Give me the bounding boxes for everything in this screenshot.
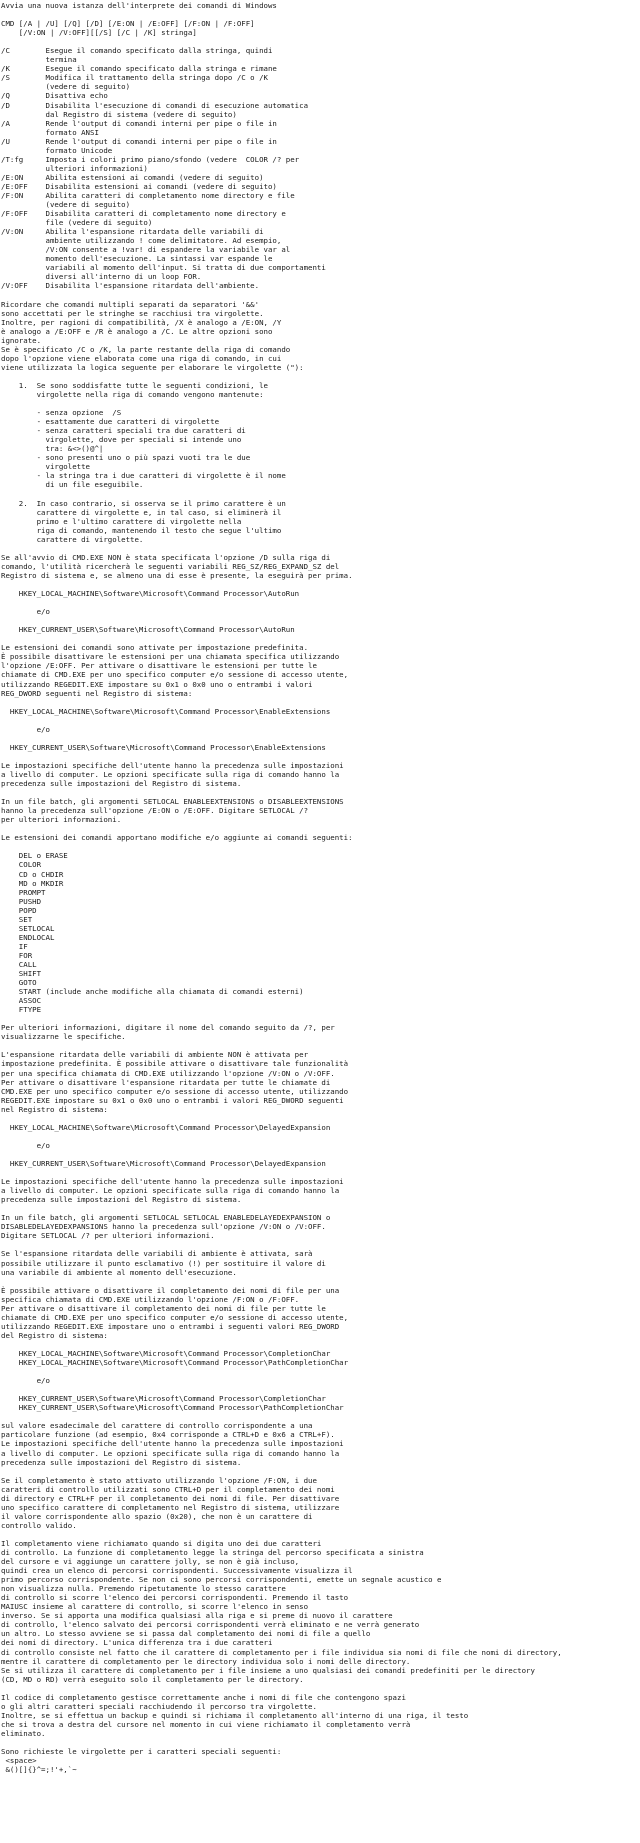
text-line: Avvia una nuova istanza dell'interprete dei comandi di Windows xyxy=(1,1,277,10)
text-line xyxy=(1,1340,640,1349)
text-line: (vedere di seguito) xyxy=(1,200,131,210)
text-line: mentre il carattere di completamento per le directory individua solo i nomi delle directory. xyxy=(1,1656,411,1666)
text-line xyxy=(1,1385,640,1394)
text-line: CMD.EXE per uno specifico computer e/o sessione di accesso utente, utilizzando xyxy=(1,1086,349,1096)
text-line: HKEY_CURRENT_USER\Software\Microsoft\Command Processor\PathCompletionChar xyxy=(1,1403,344,1413)
text-line: Le estensioni dei comandi apportano modifiche e/o aggiunte ai comandi seguenti: xyxy=(1,833,353,843)
text-line: - esattamente due caratteri di virgolette xyxy=(1,417,220,427)
text-line: - senza caratteri speciali tra due caratteri di xyxy=(1,426,246,436)
text-line: /E:OFF Disabilita estensioni ai comandi (vedere di seguito) xyxy=(1,181,277,191)
text-line: 2. In caso contrario, si osserva se il primo carattere è un xyxy=(1,498,286,508)
text-line: è analogo a /E:OFF e /R è analogo a /C. Le altre opzioni sono xyxy=(1,326,273,336)
text-line: visualizzarne le specifiche. xyxy=(1,1032,126,1042)
text-line xyxy=(1,734,640,743)
text-line xyxy=(1,698,640,707)
text-line: dopo l'opzione viene elaborata come una riga di comando, in cui xyxy=(1,353,282,363)
text-line: di un file eseguibile. xyxy=(1,480,144,490)
text-line: /S Modifica il trattamento della stringa dopo /C o /K xyxy=(1,73,268,83)
text-line xyxy=(1,1277,640,1286)
text-line: Per attivare o disattivare l'espansione ritardata per tutte le chiamate di xyxy=(1,1077,331,1087)
text-line: eliminato. xyxy=(1,1728,46,1738)
text-line xyxy=(1,1240,640,1249)
text-line: sul valore esadecimale del carattere di controllo corrispondente a una xyxy=(1,1421,313,1431)
text-line: utilizzando REGEDIT.EXE impostare su 0x1 o 0x0 uno o entrambi i valori xyxy=(1,679,313,689)
text-line: /Q Disattiva echo xyxy=(1,91,108,101)
text-line: HKEY_LOCAL_MACHINE\Software\Microsoft\Command Processor\DelayedExpansion xyxy=(1,1122,331,1132)
text-line: precedenza sulle impostazioni del Registro di sistema. xyxy=(1,1195,242,1205)
text-line: GOTO xyxy=(1,978,37,988)
text-line: un altro. Lo stesso avviene se si passa dal completamento dei nomi di file a quello xyxy=(1,1629,371,1639)
text-line: o gli altri caratteri speciali racchiudendo il percorso tra virgolette. xyxy=(1,1701,317,1711)
text-line: 1. Se sono soddisfatte tutte le seguenti condizioni, le xyxy=(1,380,268,390)
text-line: e/o xyxy=(1,1376,50,1386)
text-line xyxy=(1,1014,640,1023)
text-line: Se è specificato /C o /K, la parte restante della riga di comando xyxy=(1,344,291,354)
text-line: file (vedere di seguito) xyxy=(1,218,153,228)
text-line xyxy=(1,634,640,643)
text-line: specifica chiamata di CMD.EXE utilizzando l'opzione /F:ON o /F:OFF. xyxy=(1,1294,300,1304)
text-line: /V:ON Abilita l'espansione ritardata delle variabili di xyxy=(1,227,264,237)
text-line: /A Rende l'output di comandi interni per pipe o file in xyxy=(1,118,277,128)
text-line: [/V:ON | /V:OFF][[/S] [/C | /K] stringa] xyxy=(1,28,197,38)
text-line: Se all'avvio di CMD.EXE NON è stata specificata l'opzione /D sulla riga di xyxy=(1,552,331,562)
text-line xyxy=(1,1204,640,1213)
text-line: a livello di computer. Le opzioni specificate sulla riga di comando hanno la xyxy=(1,1186,340,1196)
text-line xyxy=(1,580,640,589)
text-line: e/o xyxy=(1,1140,50,1150)
text-line: carattere di virgolette e, in tal caso, si eliminerà il xyxy=(1,507,282,517)
text-line xyxy=(1,1738,640,1747)
text-line: particolare funzione (ad esempio, 0x4 corrisponde a CTRL+D e 0x6 a CTRL+F). xyxy=(1,1430,335,1440)
text-line: CD o CHDIR xyxy=(1,869,64,879)
text-line xyxy=(1,752,640,761)
text-line: una variabile di ambiente al momento dell'esecuzione. xyxy=(1,1267,237,1277)
text-line: PROMPT xyxy=(1,887,46,897)
text-line: HKEY_CURRENT_USER\Software\Microsoft\Command Processor\DelayedExpansion xyxy=(1,1159,326,1168)
text-line: ASSOC xyxy=(1,996,42,1006)
text-line: tra: &<>()@^| xyxy=(1,444,104,454)
text-line: per una specifica chiamata di CMD.EXE utilizzando l'opzione /V:ON o /V:OFF. xyxy=(1,1068,335,1078)
text-line: (vedere di seguito) xyxy=(1,82,131,92)
text-line xyxy=(1,37,640,46)
text-line: dal Registro di sistema (vedere di seguito) xyxy=(1,109,237,119)
text-line: /K Esegue il comando specificato dalla stringa e rimane xyxy=(1,64,277,74)
text-line xyxy=(1,788,640,797)
text-line xyxy=(1,1467,640,1476)
text-line: primo percorso corrispondente. Se non ci sono percorsi corrispondenti, emette un segnale acustico e xyxy=(1,1575,442,1585)
text-line xyxy=(1,399,640,408)
text-line: utilizzando REGEDIT.EXE impostare uno o entrambi i seguenti valori REG_DWORD xyxy=(1,1321,340,1331)
text-line xyxy=(1,598,640,607)
text-line: COLOR xyxy=(1,860,42,870)
text-line xyxy=(1,291,640,300)
text-line: viene utilizzata la logica seguente per elaborare le virgolette ("): xyxy=(1,362,304,372)
text-line: momento dell'esecuzione. La sintassi var espande le xyxy=(1,254,273,264)
text-line: Registro di sistema e, se almeno una di esse è presente, la eseguirà per prima. xyxy=(1,570,353,580)
text-line xyxy=(1,490,640,499)
text-line: REG_DWORD seguenti nel Registro di sistema: xyxy=(1,688,193,698)
text-line: a livello di computer. Le opzioni specificate sulla riga di comando hanno la xyxy=(1,1448,340,1458)
text-line: di controllo. La funzione di completamento legge la stringa del percorso specificata a sinistra xyxy=(1,1548,424,1558)
text-line xyxy=(1,1041,640,1050)
text-line: a livello di computer. Le opzioni specificate sulla riga di comando hanno la xyxy=(1,769,340,779)
text-line: l'opzione /E:OFF. Per attivare o disattivare le estensioni per tutte le xyxy=(1,661,317,671)
text-line: chiamate di CMD.EXE per uno specifico computer e/o sessione di accesso utente, xyxy=(1,1312,349,1322)
text-line: chiamate di CMD.EXE per uno specifico computer e/o sessione di accesso utente, xyxy=(1,670,349,680)
text-line: MAIUSC insieme al carattere di controllo, si scorre l'elenco in senso xyxy=(1,1602,309,1612)
text-line: PUSHD xyxy=(1,896,42,906)
text-line: hanno la precedenza sull'opzione /E:ON o /E:OFF. Digitare SETLOCAL /? xyxy=(1,806,309,816)
text-line: uno specifico carattere di completamento nel Registro di sistema, utilizzare xyxy=(1,1502,340,1512)
text-line: HKEY_LOCAL_MACHINE\Software\Microsoft\Command Processor\PathCompletionChar xyxy=(1,1358,349,1368)
text-line: /E:ON Abilita estensioni ai comandi (vedere di seguito) xyxy=(1,172,264,182)
text-line: carattere di virgolette. xyxy=(1,534,144,544)
text-line: HKEY_CURRENT_USER\Software\Microsoft\Command Processor\EnableExtensions xyxy=(1,742,326,752)
text-line xyxy=(1,1114,640,1123)
text-line xyxy=(1,616,640,625)
text-line: HKEY_LOCAL_MACHINE\Software\Microsoft\Command Processor\AutoRun xyxy=(1,589,300,599)
text-line: /U Rende l'output di comandi interni per pipe o file in xyxy=(1,136,277,146)
text-line: del cursore e vi aggiunge un carattere jolly, se non è già incluso, xyxy=(1,1557,300,1567)
text-line: Ricordare che comandi multipli separati da separatori '&&' xyxy=(1,299,260,309)
text-line: Il codice di completamento gestisce correttamente anche i nomi di file che contengono spazi xyxy=(1,1692,406,1702)
text-line: HKEY_LOCAL_MACHINE\Software\Microsoft\Command Processor\CompletionChar xyxy=(1,1348,331,1358)
text-line: /V:ON consente a !var! di espandere la variabile var al xyxy=(1,245,291,255)
text-line: Digitare SETLOCAL /? per ulteriori informazioni. xyxy=(1,1231,215,1241)
text-line xyxy=(1,1168,640,1177)
text-line: controllo valido. xyxy=(1,1520,77,1530)
text-line: Inoltre, per ragioni di compatibilità, /X è analogo a /E:ON, /Y xyxy=(1,317,282,327)
text-line: formato Unicode xyxy=(1,145,113,155)
text-line: /V:OFF Disabilita l'espansione ritardata dell'ambiente. xyxy=(1,281,260,291)
text-line: Il completamento viene richiamato quando si digita uno dei due caratteri xyxy=(1,1538,322,1548)
text-line: (CD, MD o RD) verrà eseguito solo il completamento per le directory. xyxy=(1,1674,304,1684)
text-line: Inoltre, se si effettua un backup e quindi si richiama il completamento all'interno di una riga, il testo xyxy=(1,1710,469,1720)
text-line: Le estensioni dei comandi sono attivate per impostazione predefinita. xyxy=(1,643,309,653)
text-line: del Registro di sistema: xyxy=(1,1330,108,1340)
text-line: che si trova a destra del cursore nel momento in cui viene richiamato il completamento verrà xyxy=(1,1719,411,1729)
text-line: /F:ON Abilita caratteri di completamento nome directory e file xyxy=(1,190,295,200)
text-line: /F:OFF Disabilita caratteri di completamento nome directory e xyxy=(1,209,286,219)
text-line: &()[]{}^=;!'+,`~ xyxy=(1,1765,77,1775)
text-line: FTYPE xyxy=(1,1005,42,1015)
text-line: SETLOCAL xyxy=(1,923,55,933)
text-line xyxy=(1,1530,640,1539)
text-line: caratteri di controllo utilizzati sono CTRL+D per il completamento dei nomi xyxy=(1,1484,335,1494)
text-line: di controllo si scorre l'elenco dei percorsi corrispondenti. Premendo il tasto xyxy=(1,1593,349,1603)
text-line: Se l'espansione ritardata delle variabili di ambiente è attivata, sarà xyxy=(1,1249,313,1259)
text-line: - senza opzione /S xyxy=(1,408,122,418)
text-line: ignorate. xyxy=(1,335,42,345)
text-line: SET xyxy=(1,914,33,924)
text-line: sono accettati per le stringhe se racchiusi tra virgolette. xyxy=(1,308,264,318)
text-line: CALL xyxy=(1,959,37,969)
text-line: In un file batch, gli argomenti SETLOCAL SETLOCAL ENABLEDELAYEDEXPANSION o xyxy=(1,1213,331,1223)
text-line: nel Registro di sistema: xyxy=(1,1104,108,1114)
text-line: e/o xyxy=(1,607,50,617)
text-line xyxy=(1,824,640,833)
text-line: <space> xyxy=(1,1756,37,1766)
text-line: - sono presenti uno o più spazi vuoti tra le due xyxy=(1,453,251,463)
text-line: virgolette, dove per speciali si intende uno xyxy=(1,435,242,445)
text-line: DISABLEDELAYEDEXPANSIONS hanno la precedenza sull'opzione /V:ON o /V:OFF. xyxy=(1,1222,326,1232)
text-line: possibile utilizzare il punto esclamativo (!) per sostituire il valore di xyxy=(1,1258,326,1268)
text-line: REGEDIT.EXE impostare su 0x1 o 0x0 uno o entrambi i valori REG_DWORD seguenti xyxy=(1,1095,344,1105)
text-line: START (include anche modifiche alla chiamata di comandi esterni) xyxy=(1,987,304,997)
text-line: ulteriori informazioni) xyxy=(1,163,148,173)
text-line xyxy=(1,842,640,851)
text-line: In un file batch, gli argomenti SETLOCAL ENABLEEXTENSIONS o DISABLEEXTENSIONS xyxy=(1,797,344,807)
text-line: IF xyxy=(1,941,28,951)
text-line: ENDLOCAL xyxy=(1,932,55,942)
text-line: Se si utilizza il carattere di completamento per i file insieme a uno qualsiasi dei comandi predefiniti per le directory xyxy=(1,1665,535,1675)
text-line: HKEY_CURRENT_USER\Software\Microsoft\Command Processor\AutoRun xyxy=(1,625,295,635)
text-line: Le impostazioni specifiche dell'utente hanno la precedenza sulle impostazioni xyxy=(1,1439,344,1449)
text-line: /T:fg Imposta i colori primo piano/sfondo (vedere COLOR /? per xyxy=(1,154,300,164)
text-line: e/o xyxy=(1,724,50,734)
text-line: HKEY_CURRENT_USER\Software\Microsoft\Command Processor\CompletionChar xyxy=(1,1394,326,1404)
text-line xyxy=(1,10,640,19)
text-line: dei nomi di directory. L'unica differenza tra i due caratteri xyxy=(1,1638,273,1648)
text-line: di controllo consiste nel fatto che il carattere di completamento per i file individua sia nomi di file che nomi di directory, xyxy=(1,1647,562,1657)
text-line: termina xyxy=(1,55,77,65)
text-line: formato ANSI xyxy=(1,127,99,137)
text-line: inverso. Se si apporta una modifica qualsiasi alla riga e si preme di nuovo il carattere xyxy=(1,1611,393,1621)
text-line xyxy=(1,372,640,381)
text-line: precedenza sulle impostazioni del Registro di sistema. xyxy=(1,1457,242,1467)
text-line: Le impostazioni specifiche dell'utente hanno la precedenza sulle impostazioni xyxy=(1,1177,344,1187)
text-line xyxy=(1,1367,640,1376)
text-line: HKEY_LOCAL_MACHINE\Software\Microsoft\Command Processor\EnableExtensions xyxy=(1,706,331,716)
text-line xyxy=(1,1684,640,1693)
text-line: per ulteriori informazioni. xyxy=(1,815,122,825)
text-line: L'espansione ritardata delle variabili di ambiente NON è attivata per xyxy=(1,1050,309,1060)
text-line: di directory e CTRL+F per il completamento dei nomi di file. Per disattivare xyxy=(1,1493,340,1503)
text-line: Sono richieste le virgolette per i caratteri speciali seguenti: xyxy=(1,1747,282,1757)
text-line: SHIFT xyxy=(1,969,42,979)
text-line: È possibile attivare o disattivare il completamento dei nomi di file per una xyxy=(1,1285,340,1295)
text-line: non visualizza nulla. Premendo ripetutamente lo stesso carattere xyxy=(1,1584,286,1594)
text-line: POPD xyxy=(1,905,37,915)
text-line: - la stringa tra i due caratteri di virgolette è il nome xyxy=(1,471,286,481)
text-line: variabili al momento dell'input. Si tratta di due comportamenti xyxy=(1,263,326,273)
text-line: comando, l'utilità ricercherà le seguenti variabili REG_SZ/REG_EXPAND_SZ del xyxy=(1,561,340,571)
text-line: Per attivare o disattivare il completamento dei nomi di file per tutte le xyxy=(1,1303,326,1313)
text-line: ambiente utilizzando ! come delimitatore. Ad esempio, xyxy=(1,236,282,246)
text-line: Se il completamento è stato attivato utilizzando l'opzione /F:ON, i due xyxy=(1,1475,317,1485)
text-line: FOR xyxy=(1,950,33,960)
text-line: impostazione predefinita. È possibile attivare o disattivare tale funzionalità xyxy=(1,1059,349,1069)
text-line: È possibile disattivare le estensioni per una chiamata specifica utilizzando xyxy=(1,652,340,662)
text-line: Le impostazioni specifiche dell'utente hanno la precedenza sulle impostazioni xyxy=(1,760,344,770)
text-line: virgolette nella riga di comando vengono mantenute: xyxy=(1,390,264,400)
text-line: virgolette xyxy=(1,462,90,472)
text-line: Per ulteriori informazioni, digitare il nome del comando seguito da /?, per xyxy=(1,1023,335,1033)
text-line: diversi all'interno di un loop FOR. xyxy=(1,272,202,282)
text-line: CMD [/A | /U] [/Q] [/D] [/E:ON | /E:OFF] [/F:ON | /F:OFF] xyxy=(1,19,255,29)
text-line: riga di comando, mantenendo il testo che segue l'ultimo xyxy=(1,525,282,535)
text-line xyxy=(1,716,640,725)
text-line xyxy=(1,1412,640,1421)
text-line xyxy=(1,1150,640,1159)
text-line: quindi crea un elenco di percorsi corrispondenti. Successivamente visualizza il xyxy=(1,1566,353,1576)
text-line: /C Esegue il comando specificato dalla stringa, quindi xyxy=(1,46,273,56)
text-line: DEL o ERASE xyxy=(1,851,68,861)
text-line: precedenza sulle impostazioni del Registro di sistema. xyxy=(1,779,242,789)
text-line: il valore corrispondente allo spazio (0x20), che non è un carattere di xyxy=(1,1511,313,1521)
text-line: di controllo, l'elenco salvato dei percorsi corrispondenti verrà eliminato e ne verrà generato xyxy=(1,1620,420,1630)
text-line xyxy=(1,544,640,553)
text-line: MD o MKDIR xyxy=(1,878,64,888)
text-line xyxy=(1,1132,640,1141)
text-line: primo e l'ultimo carattere di virgolette nella xyxy=(1,516,242,526)
text-line: /D Disabilita l'esecuzione di comandi di esecuzione automatica xyxy=(1,100,309,110)
